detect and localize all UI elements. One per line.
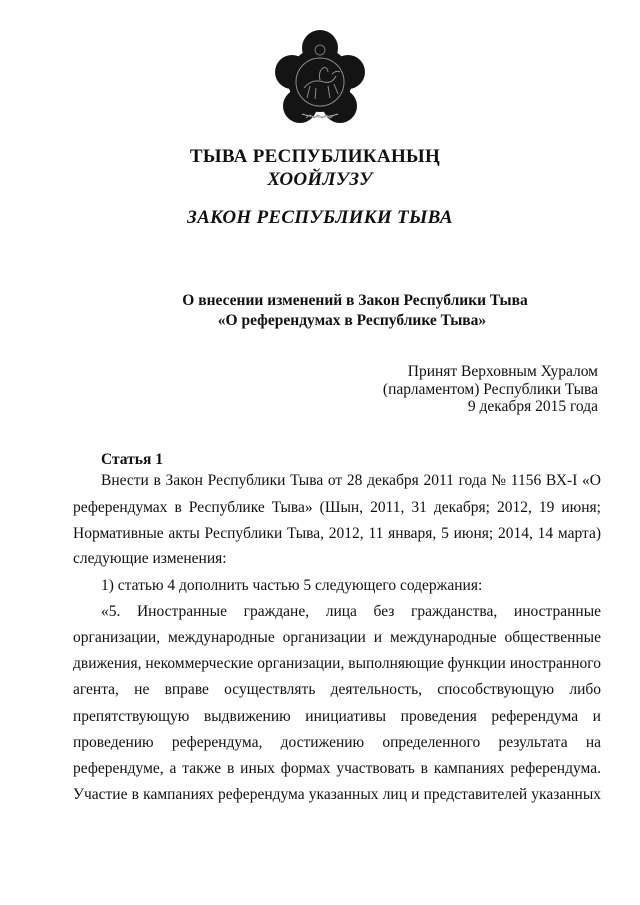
coat-of-arms-of-tuva-icon (274, 28, 366, 128)
article-heading: Статья 1 (101, 451, 163, 468)
header-tuvan-line2: ХООЙЛУЗУ (267, 169, 373, 190)
article-line: 1) статью 4 дополнить частью 5 следующего содержания: (101, 577, 483, 594)
emblem-body (275, 30, 365, 123)
law-title-line1: О внесении изменений в Закон Республики Тыва (182, 292, 528, 309)
article-line: агента, не вправе осуществлять деятельность, способствующую либо (73, 681, 602, 698)
header-tuvan-line1: ТЫВА РЕСПУБЛИКАНЫҢ (189, 146, 441, 167)
article-line: движения, некоммерческие организации, выполняющие функции иностранного (73, 655, 601, 672)
article-line: Нормативные акты Республики Тыва, 2012, 11 января, 5 июня; 2014, 14 марта) (73, 525, 601, 542)
article-line: следующие изменения: (73, 550, 227, 567)
article-line: организации, международные организации и международные общественные (73, 629, 601, 646)
header-russian-title: ЗАКОН РЕСПУБЛИКИ ТЫВА (187, 207, 453, 228)
article-line: «5. Иностранные граждане, лица без гражданства, иностранные (101, 603, 601, 620)
article-line: референдумах в Республике Тыва» (Шын, 2011, 31 декабря; 2012, 19 июня; (73, 499, 601, 516)
article-line: препятствующую выдвижению инициативы проведения референдума и (73, 708, 601, 725)
article-line: проведению референдума, достижению определенного результата на (73, 734, 602, 751)
adoption-date: 9 декабря 2015 года (467, 398, 598, 415)
adoption-line2: (парламентом) Республики Тыва (382, 381, 598, 398)
law-title-line2: «О референдумах в Республике Тыва» (217, 312, 487, 329)
article-line: референдуме, а также в иных формах участвовать в кампаниях референдума. (73, 760, 601, 777)
article-line: Участие в кампаниях референдума указанных лиц и представителей указанных (73, 786, 601, 803)
adoption-line1: Принят Верховным Хуралом (407, 363, 598, 380)
article-line: Внести в Закон Республики Тыва от 28 декабря 2011 года № 1156 ВХ-I «О (101, 472, 601, 489)
